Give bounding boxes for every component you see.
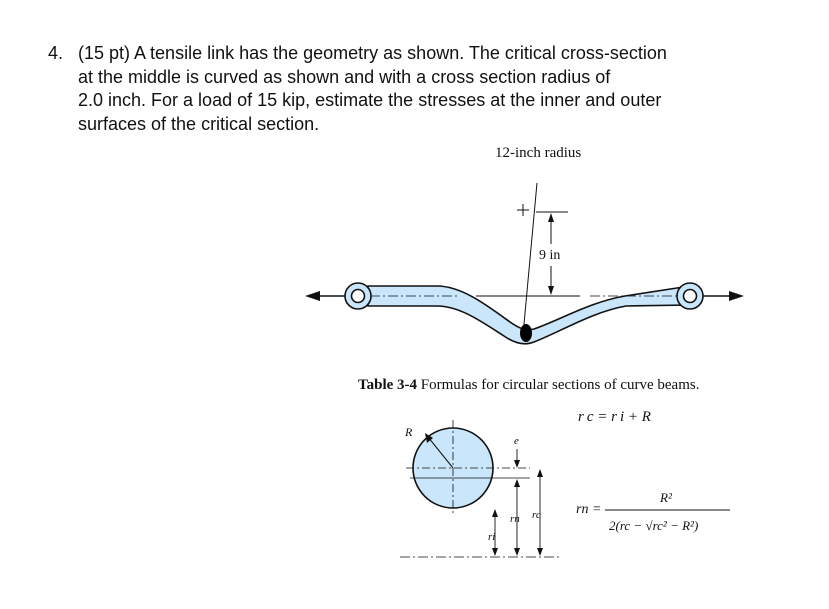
problem-number: 4.	[48, 43, 64, 63]
rn-arrow-up-icon	[514, 479, 520, 487]
table-caption-text: Formulas for circular sections of curve beams.	[417, 377, 700, 393]
formula-rn-lhs: rn =	[576, 502, 602, 517]
circular-section-figure	[400, 420, 560, 557]
table-number: Table 3-4	[358, 377, 418, 393]
dim-arrow-up-icon	[548, 213, 554, 222]
rn-arrow-down-icon	[514, 548, 520, 556]
right-eye-hole	[684, 290, 697, 303]
label-rc: rc	[532, 509, 541, 521]
right-load-arrow-icon	[729, 291, 744, 301]
rc-arrow-up-icon	[537, 469, 543, 477]
label-ri: ri	[488, 531, 496, 543]
ri-arrow-up-icon	[492, 509, 498, 517]
critical-section-mark	[520, 324, 532, 342]
left-eye-hole	[352, 290, 365, 303]
radius-line	[523, 183, 537, 335]
ri-arrow-down-icon	[492, 548, 498, 556]
dim-arrow-down-icon	[548, 286, 554, 295]
table-caption	[358, 377, 699, 394]
problem-line-1: (15 pt) A tensile link has the geometry as shown. The critical cross-section	[78, 43, 667, 63]
formula-rn-numerator: R²	[660, 490, 672, 505]
label-R: R	[405, 425, 413, 439]
label-rn: rn	[510, 513, 520, 525]
dimension-label: 9 in	[539, 248, 561, 263]
problem-line-4: surfaces of the critical section.	[78, 113, 320, 134]
formula-rc: r c = r i + R	[578, 409, 651, 425]
problem-line-2: at the middle is curved as shown and with a cross section radius of	[78, 66, 611, 87]
radius-label: 12-inch radius	[495, 145, 582, 161]
formula-rn-denominator: 2(rc − √rc² − R²)	[609, 518, 699, 533]
label-e: e	[514, 435, 519, 447]
rc-arrow-down-icon	[537, 548, 543, 556]
e-arrow-down-icon	[514, 460, 520, 468]
tensile-link-figure	[305, 183, 744, 344]
problem-line-3: 2.0 inch. For a load of 15 kip, estimate the stresses at the inner and outer	[78, 90, 662, 110]
left-load-arrow-icon	[305, 291, 320, 301]
